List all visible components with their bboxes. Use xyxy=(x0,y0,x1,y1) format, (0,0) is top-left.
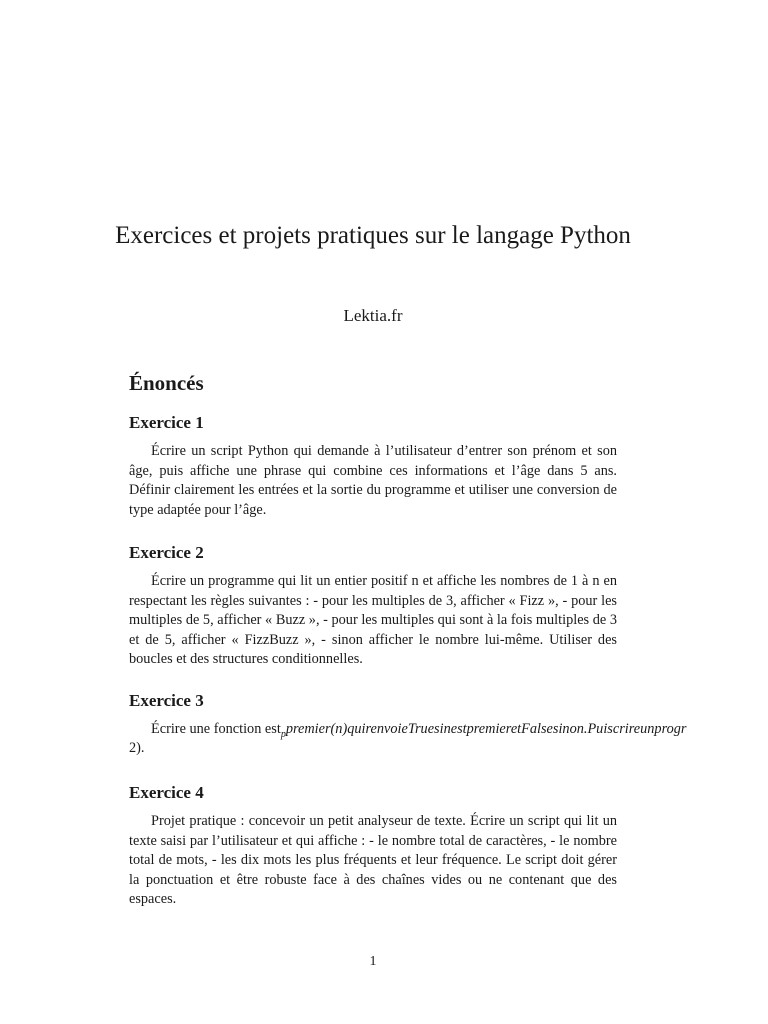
section-title: Énoncés xyxy=(129,371,204,395)
exercise-1-text: Écrire un script Python qui demande à l’utilisateur d’entrer son prénom et son âge, puis affiche une phrase qui combine ces informations et l’âge dans 5 ans. Définir clairement les entrées et la sortie du programme et utiliser une conversion de type adaptée pour l’âge. xyxy=(129,443,617,518)
exercise-2-text: Écrire un programme qui lit un entier positif n et affiche les nombres de 1 à n en respectant les règles suivantes : - pour les multiples de 3, afficher « Fizz », - pour les multiples de 5, afficher « Buzz », - pour les multiples qui sont à la fois multiples de 3 et de 5, afficher « FizzBuzz », - sinon afficher le nombre lui-même. Utiliser des boucles et des structures conditionnelles. xyxy=(129,573,617,667)
exercise-3-text-line2: 2). xyxy=(129,740,145,756)
exercise-3-title: Exercice 3 xyxy=(129,691,204,710)
exercise-3-text-math: premier(n)quirenvoieTruesinestpremieretFalsesinon.Puiscrireunprogr xyxy=(285,721,687,737)
exercise-2-title: Exercice 2 xyxy=(129,543,204,562)
document-title: Exercices et projets pratiques sur le langage Python xyxy=(115,222,631,249)
page-number: 1 xyxy=(369,954,377,969)
document-author: Lektia.fr xyxy=(343,306,403,325)
exercise-3-text-prefix: Écrire une fonction est xyxy=(151,721,281,737)
exercise-4-title: Exercice 4 xyxy=(129,783,204,802)
exercise-3-text: Écrire une fonction est$_p$premier(n)quirenvoieTruesinestpremieretFalsesinon.Puiscrireunprogr xyxy=(151,721,687,740)
exercise-4-text: Projet pratique : concevoir un petit analyseur de texte. Écrire un script qui lit un texte saisi par l’utilisateur et qui affiche : - le nombre total de caractères, - le nombre total de mots, - les dix mots les plus fréquents et leur fréquence. Le script doit gérer la ponctuation et être robuste face à des chaînes vides ou ne contenant que des espaces. xyxy=(129,813,617,907)
exercise-1-title: Exercice 1 xyxy=(129,413,204,432)
